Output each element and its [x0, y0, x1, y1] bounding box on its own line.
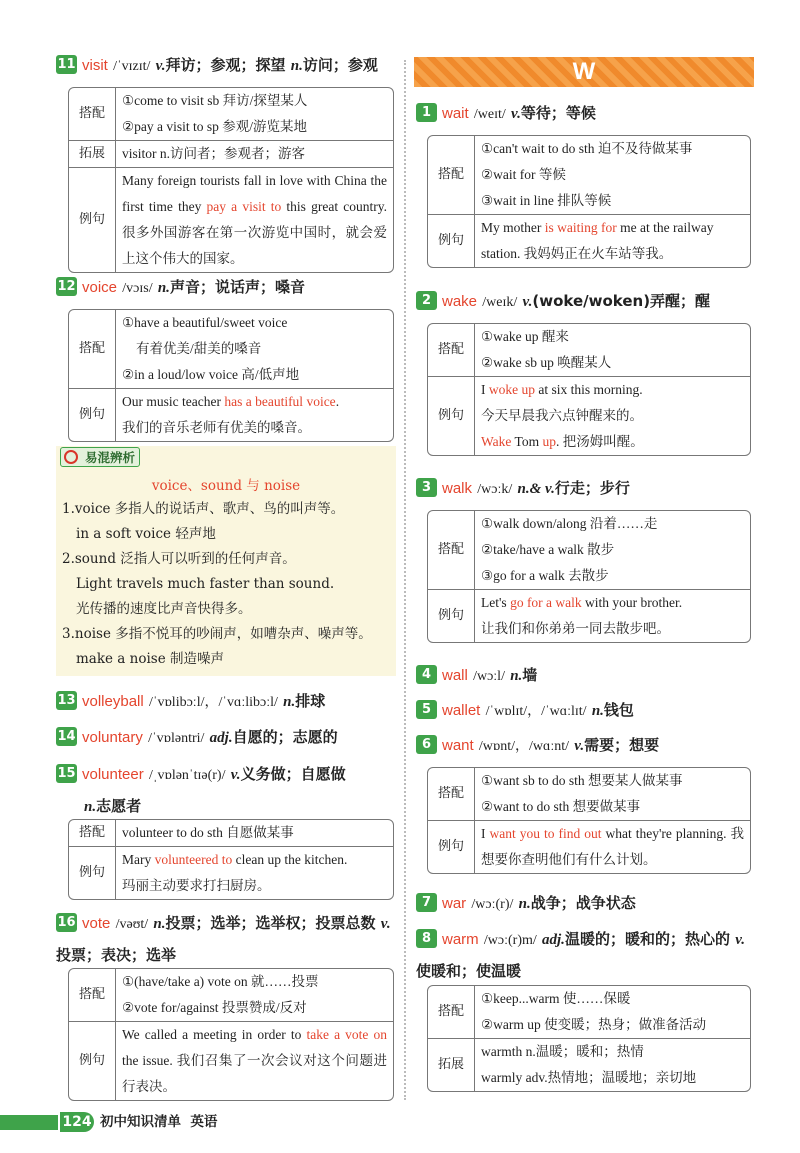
collocation: ①have a beautiful/sweet voice	[122, 315, 288, 330]
collocation: ②vote for/against 投票赞成/反对	[122, 1000, 307, 1015]
part-of-speech: n.	[510, 668, 523, 684]
part-of-speech: n.	[283, 694, 296, 710]
headword: want	[442, 737, 474, 754]
example-text: at six this morning.	[535, 382, 643, 397]
row-label: 例句	[69, 388, 116, 441]
part-of-speech: adj.	[209, 730, 233, 746]
definition: 需要；想要	[584, 736, 660, 754]
entry-vote-table	[68, 968, 394, 1101]
entry-volunteer-table	[68, 819, 394, 900]
example-highlight: woke up	[488, 382, 535, 397]
definition: 义务做；自愿做	[240, 765, 346, 783]
headword: volleyball	[82, 693, 144, 710]
example-translation: 我们的音乐老师有优美的嗓音。	[122, 420, 311, 435]
entry-number: 1	[416, 103, 437, 122]
row-label: 例句	[69, 1021, 116, 1100]
row-label: 搭配	[428, 136, 475, 214]
example-highlight: want you to find out	[489, 826, 602, 841]
phonetic: /ˈvɒlibɔːl/，/ˈvɑːlibɔːl/	[148, 695, 278, 710]
example-highlight: take a vote on	[306, 1027, 387, 1042]
example-text: what they're planning. 我想要你查明他们有什么计划。	[481, 826, 744, 867]
confusion-title: voice、sound 与 noise	[151, 478, 301, 494]
definition: 使暖和；使温暖	[416, 962, 522, 980]
footer-title	[100, 1112, 217, 1132]
example-highlight: volunteered to	[154, 852, 233, 867]
entry-wait-table	[427, 135, 751, 268]
collocation: ③wait in line 排队等候	[481, 193, 612, 208]
phonetic: /wɔː(r)/	[471, 897, 514, 912]
collocation: ②take/have a walk 散步	[481, 542, 615, 557]
entry-number: 11	[57, 57, 76, 72]
headword: war	[442, 895, 467, 912]
confusion-tag-label: 易混辨析	[84, 450, 135, 465]
example-text: . 把汤姆叫醒。	[555, 434, 644, 449]
phonetic: /ˈwɒlɪt/，/ˈwɑːlɪt/	[485, 704, 587, 719]
example-text: the issue. 我们召集了一次会议对这个问题进行表决。	[122, 1053, 387, 1094]
definition: 温暖的；暖和的；热心的	[564, 930, 730, 948]
example-text: .	[335, 394, 340, 409]
row-label: 拓展	[69, 140, 116, 167]
headword: volunteer	[82, 766, 144, 783]
example-sentence	[116, 846, 393, 899]
confusion-line: 1.voice 多指人的说话声、歌声、鸟的叫声等。	[62, 501, 345, 517]
part-of-speech: n.& v.	[517, 481, 555, 497]
entry-wait-head	[416, 100, 756, 128]
row-label: 例句	[428, 820, 475, 873]
definition: 志愿者	[96, 797, 142, 815]
entry-want-head	[416, 732, 756, 760]
entry-war-head	[416, 890, 756, 918]
entry-wake-head	[416, 288, 756, 316]
phonetic: /ˈvɒləntri/	[148, 731, 205, 746]
example-sentence	[475, 589, 750, 642]
entry-volunteer-head	[56, 759, 396, 822]
part-of-speech: v.	[574, 738, 585, 754]
example-sentence	[116, 1021, 393, 1100]
part-of-speech: v.	[511, 106, 521, 122]
part-of-speech: n.	[84, 799, 97, 815]
definition: (woke/woken)弄醒；醒	[532, 292, 711, 310]
headword: voluntary	[82, 729, 143, 746]
phonetic: /ˌvɒlənˈtɪə(r)/	[148, 768, 226, 783]
entry-walk-head	[416, 475, 756, 503]
entry-number: 13	[57, 693, 76, 708]
magnifier-icon	[64, 450, 78, 464]
phonetic: /vəʊt/	[115, 917, 149, 932]
entry-wallet-head	[416, 697, 756, 725]
example-text: clean up the kitchen.	[232, 852, 348, 867]
example-text: Many foreign tourists fall in love with China the first time they	[122, 173, 387, 214]
confusion-line: 3.noise 多指不悦耳的吵闹声，如嘈杂声、噪声等。	[62, 626, 372, 642]
phonetic: /weɪt/	[473, 107, 506, 122]
row-label: 搭配	[69, 310, 116, 388]
entry-warm-table	[427, 985, 751, 1092]
book-subject: 英语	[190, 1114, 218, 1130]
example-sentence	[475, 820, 750, 873]
example-text: I	[481, 382, 489, 397]
row-label: 搭配	[69, 820, 116, 846]
entry-visit-table	[68, 87, 394, 273]
confusion-line: make a noise 制造噪声	[76, 651, 224, 667]
part-of-speech: v.	[380, 916, 391, 932]
headword: voice	[82, 279, 118, 296]
extension: warmly adv.热情地；温暖地；亲切地	[481, 1070, 697, 1085]
row-label: 搭配	[428, 511, 475, 589]
part-of-speech: n.	[157, 280, 170, 296]
definition: 声音；说话声；嗓音	[169, 278, 305, 296]
example-sentence	[116, 167, 393, 272]
example-text: Tom	[511, 434, 543, 449]
collocation: ①come to visit sb 拜访/探望某人	[122, 93, 308, 108]
entry-warm-head	[416, 924, 756, 986]
confusion-tag	[60, 447, 140, 467]
entry-number: 16	[57, 915, 76, 930]
example-translation: 让我们和你弟弟一同去散步吧。	[481, 621, 670, 636]
entry-number: 4	[416, 665, 437, 684]
part-of-speech: adj.	[542, 932, 565, 948]
example-highlight: pay a visit to	[206, 199, 282, 214]
collocation: ②pay a visit to sp 参观/游览某地	[122, 119, 307, 134]
example-sentence	[475, 214, 750, 267]
collocation: ①wake up 醒来	[481, 329, 569, 344]
collocation: 有着优美/甜美的嗓音	[136, 341, 262, 356]
entry-want-table	[427, 767, 751, 874]
example-highlight: Wake	[481, 434, 512, 449]
confusion-line: in a soft voice 轻声地	[76, 526, 216, 542]
confusion-line: 2.sound 泛指人可以听到的任何声音。	[62, 551, 296, 567]
extension: visitor n.访问者；参观者；游客	[122, 146, 306, 161]
row-label: 例句	[428, 214, 475, 267]
row-label: 搭配	[428, 986, 475, 1038]
row-label: 例句	[428, 589, 475, 642]
collocation: ②warm up 使变暖；热身；做准备活动	[481, 1017, 707, 1032]
collocation: ①want sb to do sth 想要某人做某事	[481, 773, 683, 788]
entry-wake-table	[427, 323, 751, 456]
definition: 访问；参观	[302, 56, 378, 74]
part-of-speech: n.	[591, 703, 604, 719]
collocation: ①can't wait to do sth 迫不及待做某事	[481, 141, 693, 156]
book-title: 初中知识清单	[100, 1114, 181, 1130]
row-label: 例句	[69, 846, 116, 899]
headword: walk	[442, 480, 473, 497]
example-highlight: has a beautiful voice	[224, 394, 336, 409]
part-of-speech: v.	[522, 294, 533, 310]
collocation: ①keep...warm 使……保暖	[481, 991, 631, 1006]
headword: vote	[82, 915, 111, 932]
column-divider	[404, 60, 406, 1100]
phonetic: /wɔːl/	[473, 669, 505, 684]
definition: 自愿的；志愿的	[232, 728, 338, 746]
definition: 行走；步行	[554, 479, 630, 497]
example-sentence	[475, 376, 750, 455]
example-translation: 今天早晨我六点钟醒来的。	[481, 408, 643, 423]
section-letter-banner	[414, 57, 754, 87]
entry-volleyball-head	[56, 688, 396, 716]
entry-vote-head	[56, 908, 396, 970]
footer-bar	[0, 1115, 58, 1130]
confusion-line: Light travels much faster than sound.	[76, 576, 335, 592]
definition: 战争；战争状态	[530, 894, 636, 912]
example-text: Let's	[481, 595, 511, 610]
example-sentence	[116, 388, 393, 441]
headword: wait	[442, 105, 469, 122]
part-of-speech: n.	[153, 916, 166, 932]
phonetic: /wɔːk/	[477, 482, 513, 497]
example-text: Our music teacher	[122, 394, 225, 409]
entry-walk-table	[427, 510, 751, 643]
entry-voluntary-head	[56, 724, 396, 752]
entry-number: 6	[416, 735, 437, 754]
example-text: Mary	[122, 852, 155, 867]
collocation: ②wake sb up 唤醒某人	[481, 355, 612, 370]
example-text: this great country. 很多外国游客在第一次游览中国时，就会爱上这个伟大的国家。	[122, 199, 387, 266]
headword: visit	[82, 57, 108, 74]
section-letter: W	[572, 58, 596, 85]
entry-number: 5	[416, 700, 437, 719]
confusion-line: 光传播的速度比声音快得多。	[76, 601, 252, 617]
definition: 投票；表决；选举	[56, 946, 177, 964]
row-label: 例句	[428, 376, 475, 455]
collocation: ②wait for 等候	[481, 167, 566, 182]
part-of-speech: v.	[230, 767, 241, 783]
definition: 钱包	[603, 701, 634, 719]
entry-number: 12	[57, 279, 76, 294]
phonetic: /vɔɪs/	[122, 281, 153, 296]
example-text: with your brother.	[581, 595, 683, 610]
phonetic: /wɒnt/，/wɑːnt/	[478, 739, 570, 754]
headword: wake	[442, 293, 478, 310]
headword: wall	[442, 667, 468, 684]
example-text: We called a meeting in order to	[122, 1027, 307, 1042]
part-of-speech: v.	[155, 58, 166, 74]
row-label: 搭配	[428, 768, 475, 820]
headword: wallet	[442, 702, 481, 719]
part-of-speech: n.	[290, 58, 303, 74]
entry-voice-head	[56, 274, 396, 302]
entry-number: 3	[416, 478, 437, 497]
definition: 投票；选举；选举权；投票总数	[165, 914, 376, 932]
collocation: ③go for a walk 去散步	[481, 568, 609, 583]
collocation: volunteer to do sth 自愿做某事	[122, 825, 294, 840]
phonetic: /wɔː(r)m/	[483, 933, 537, 948]
collocation: ①walk down/along 沿着……走	[481, 516, 658, 531]
entry-voice-table	[68, 309, 394, 442]
row-label: 拓展	[428, 1038, 475, 1091]
definition: 排球	[295, 692, 326, 710]
entry-number: 7	[416, 893, 437, 912]
collocation: ①(have/take a) vote on 就……投票	[122, 974, 319, 989]
example-highlight: go for a walk	[510, 595, 582, 610]
entry-number: 2	[416, 291, 437, 310]
headword: warm	[442, 931, 479, 948]
row-label: 搭配	[69, 88, 116, 140]
definition: 墙	[522, 666, 538, 684]
row-label: 搭配	[428, 324, 475, 376]
part-of-speech: n.	[518, 896, 531, 912]
page-number: 124	[60, 1112, 94, 1132]
definition: 拜访；参观；探望	[165, 56, 286, 74]
example-text: My mother	[481, 220, 545, 235]
example-text: I	[481, 826, 490, 841]
example-highlight: up	[542, 434, 556, 449]
entry-wall-head	[416, 662, 756, 690]
collocation: ②in a loud/low voice 高/低声地	[122, 367, 300, 382]
row-label: 搭配	[69, 969, 116, 1021]
row-label: 例句	[69, 167, 116, 272]
part-of-speech: v.	[735, 932, 746, 948]
entry-visit-head	[56, 52, 396, 80]
example-highlight: is waiting for	[544, 220, 617, 235]
phonetic: /weɪk/	[482, 295, 518, 310]
collocation: ②want to do sth 想要做某事	[481, 799, 641, 814]
example-translation: 玛丽主动要求打扫厨房。	[122, 878, 271, 893]
definition: 等待；等候	[520, 104, 596, 122]
entry-number: 14	[57, 729, 76, 744]
page-footer	[0, 1112, 800, 1132]
phonetic: /ˈvɪzɪt/	[113, 59, 151, 74]
example-text: me at the railway station. 我妈妈正在火车站等我。	[481, 220, 714, 261]
entry-number: 8	[416, 929, 437, 948]
extension: warmth n.温暖；暖和；热情	[481, 1044, 644, 1059]
entry-number: 15	[57, 766, 76, 781]
